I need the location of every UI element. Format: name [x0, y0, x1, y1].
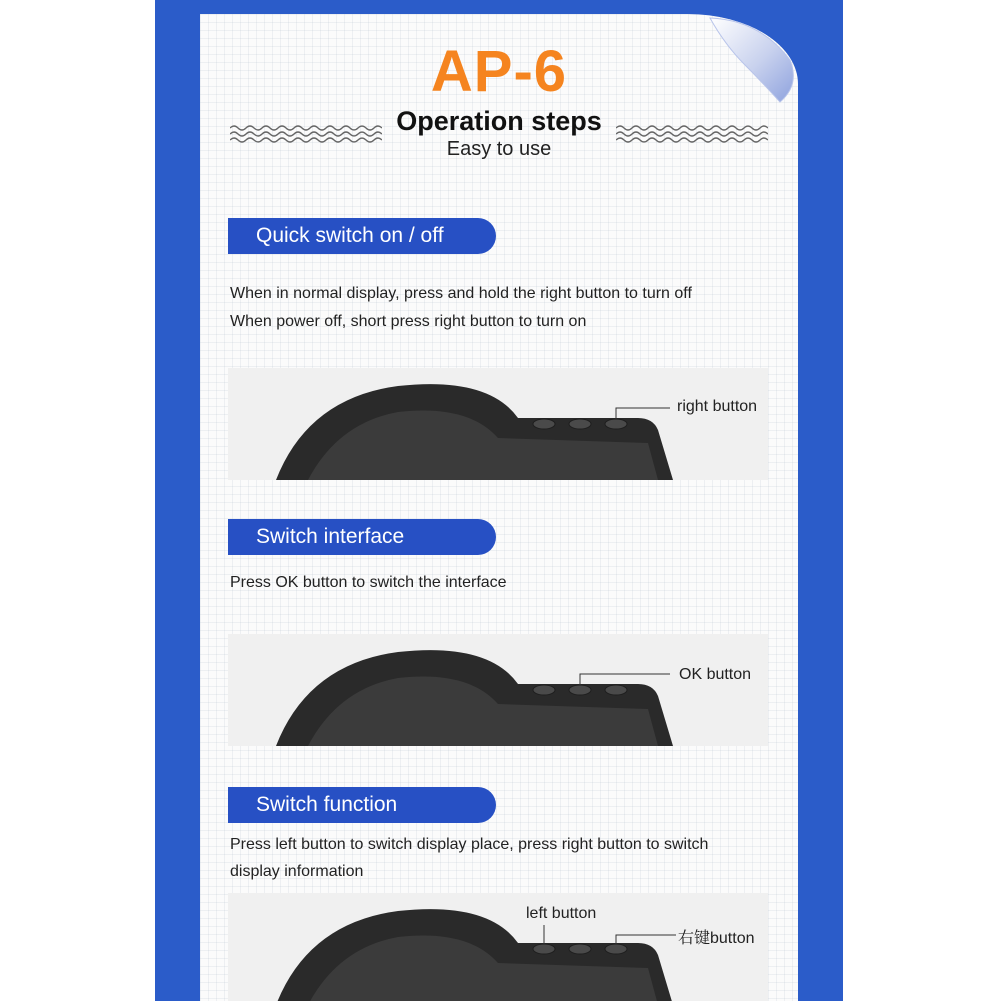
display-device-icon-2 [228, 634, 768, 746]
section-header-quick-switch: Quick switch on / off [228, 218, 496, 254]
callout-right-button-2: 右键button [678, 930, 755, 947]
section-1-line-2: When power off, short press right button to turn on [230, 313, 587, 330]
section-header-switch-interface: Switch interface [228, 519, 496, 555]
page-heading: Operation steps [396, 106, 602, 136]
product-title: AP-6 [430, 39, 568, 104]
section-3-line-1: Press left button to switch display place, press right button to switch [230, 836, 709, 853]
callout-left-button: left button [526, 905, 597, 922]
wave-decoration-right-icon [616, 124, 768, 144]
display-device-icon [228, 368, 768, 480]
page-tagline: Easy to use [446, 138, 552, 160]
section-3-line-2: display information [230, 863, 364, 880]
section-1-line-1: When in normal display, press and hold the right button to turn off [230, 285, 692, 302]
device-illustration-2 [228, 634, 768, 746]
section-2-line-1: Press OK button to switch the interface [230, 574, 507, 591]
callout-ok-button: OK button [679, 666, 752, 683]
callout-right-button: right button [677, 398, 758, 415]
device-illustration-1 [228, 368, 768, 480]
section-header-switch-function: Switch function [228, 787, 496, 823]
wave-decoration-left-icon [230, 124, 382, 144]
